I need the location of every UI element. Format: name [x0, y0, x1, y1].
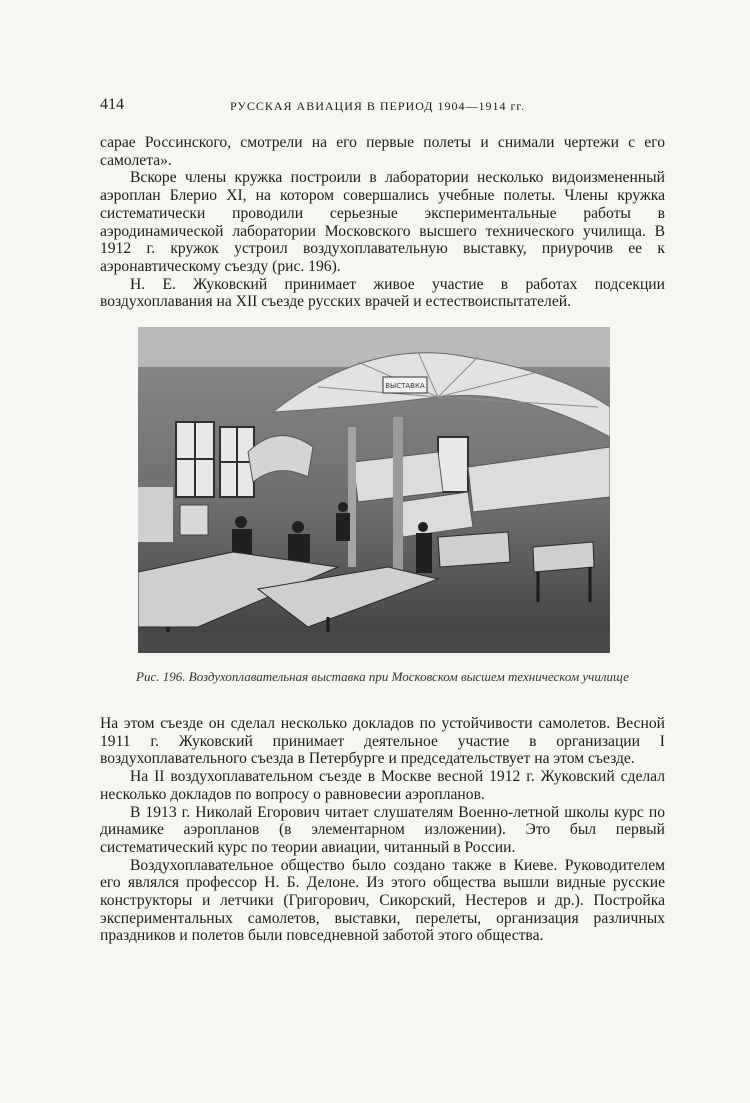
paragraph: На II воздухоплавательном съезде в Москве весной 1912 г. Жуковский сделал несколько докладов по вопросу о равновесии аэропланов.: [100, 768, 665, 803]
text-block-top: [100, 134, 665, 311]
paragraph: Воздухоплавательное общество было создано также в Киеве. Руководителем его являлся профессор Н. Б. Делоне. Из этого общества вышли видные русские конструкторы и летчики (Григорович, Сикорский, Нестеров и др.). Постройка экспериментальных самолетов, выставки, перелеты, организация различных праздников и полетов были повседневной заботой этого общества.: [100, 856, 665, 945]
page-number: 414: [100, 96, 124, 113]
paragraph: Вскоре члены кружка построили в лаборатории несколько видоизмененный аэроплан Блерио XI, на котором совершались учебные полеты. Члены кружка систематически проводили серьезные экспериментальные работы в аэродинамической лаборатории Московского высшего технического училища. В 1912 г. кружок устроил воздухоплавательную выставку, приурочив ее к аэронавтическому съезду (рис. 196).: [100, 169, 665, 275]
running-title: РУССКАЯ АВИАЦИЯ В ПЕРИОД 1904—1914 гг.: [230, 99, 525, 113]
figure-caption: Рис. 196. Воздухоплавательная выставка при Московском высшем техническом училище: [136, 669, 629, 684]
figure-photo: [138, 327, 610, 653]
sign-text: ВЫСТАВКА: [385, 382, 425, 390]
paragraph: В 1913 г. Николай Егорович читает слушателям Военно-летной школы курс по динамике аэропланов (в элементарном изложении). Это был первый систематический курс по теории авиации, читанный в России.: [100, 803, 665, 856]
page-header: [100, 96, 665, 118]
text-block-bottom: [100, 715, 665, 945]
paragraph: Н. Е. Жуковский принимает живое участие в работах подсекции воздухоплавания на XII съезде русских врачей и естествоиспытателей.: [100, 275, 665, 311]
exhibition-photo: [138, 327, 610, 653]
paragraph: На этом съезде он сделал несколько докладов по устойчивости самолетов. Весной 1911 г. Жуковский принимает деятельное участие в организации I воздухоплавательного съезда в Петербурге и председательствует на этом съезде.: [100, 715, 665, 768]
paragraph: сарае Россинского, смотрели на его первые полеты и снимали чертежи с его самолета».: [100, 134, 665, 169]
